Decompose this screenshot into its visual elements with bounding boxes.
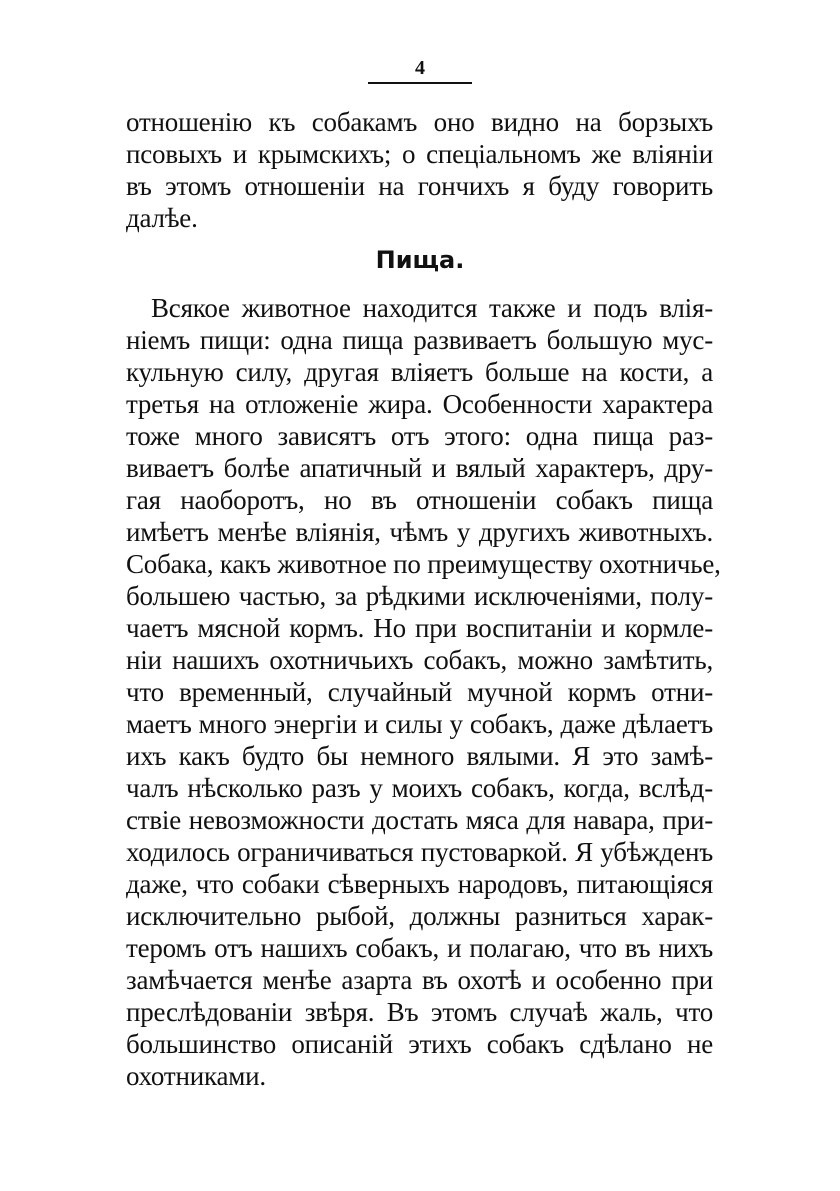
text-line: третья на отложеніе жира. Особенности характера bbox=[126, 389, 713, 419]
text-line: большинство описаній этихъ собакъ сдѣлано не bbox=[126, 1029, 713, 1059]
text-line: чалъ нѣсколько разъ у моихъ собакъ, когда, вслѣд- bbox=[126, 773, 713, 803]
text-line: исключительно рыбой, должны разниться харак- bbox=[126, 901, 713, 931]
text-line: ходилось ограничиваться пустоваркой. Я убѣжденъ bbox=[126, 837, 713, 867]
text-line: замѣчается менѣе азарта въ охотѣ и особенно при bbox=[126, 965, 713, 995]
text-line: маетъ много энергіи и силы у собакъ, даже дѣлаетъ bbox=[126, 709, 713, 739]
text-line: ствіе невозможности достать мяса для навара, при- bbox=[126, 805, 713, 835]
text-line: большею частью, за рѣдкими исключеніями, полу- bbox=[126, 581, 713, 611]
text-line: гая наоборотъ, но въ отношеніи собакъ пища bbox=[126, 485, 713, 515]
page-number-rule bbox=[368, 82, 472, 84]
text-line: ихъ какъ будто бы немного вялыми. Я это замѣ- bbox=[126, 741, 713, 771]
text-line: теромъ отъ нашихъ собакъ, и полагаю, что въ нихъ bbox=[126, 933, 713, 963]
page-number: 4 bbox=[415, 57, 425, 79]
text-line: чаетъ мясной кормъ. Но при воспитаніи и кормле- bbox=[126, 613, 713, 643]
text-line: тоже много зависятъ отъ этого: одна пища раз- bbox=[126, 421, 713, 451]
text-line: охотниками. bbox=[126, 1061, 266, 1091]
text-line: Всякое животное находится также и подъ влія- bbox=[151, 293, 713, 323]
text-line: имѣетъ менѣе вліянія, чѣмъ у другихъ животныхъ. bbox=[126, 517, 713, 547]
section-heading: Пища. bbox=[375, 246, 465, 274]
text-line: даже, что собаки сѣверныхъ народовъ, питающіяся bbox=[126, 869, 713, 899]
text-line: псовыхъ и крымскихъ; о спеціальномъ же вліяніи bbox=[126, 139, 713, 169]
text-line: ніемъ пищи: одна пища развиваетъ большую мус- bbox=[126, 325, 713, 355]
text-line: виваетъ болѣе апатичный и вялый характеръ, дру- bbox=[126, 453, 713, 483]
text-line: Собака, какъ животное по преимуществу охотничье, bbox=[126, 549, 721, 579]
text-line: что временный, случайный мучной кормъ отни- bbox=[126, 677, 713, 707]
text-line: ніи нашихъ охотничьихъ собакъ, можно замѣтить, bbox=[126, 645, 713, 675]
text-line: кульную силу, другая вліяетъ больше на кости, а bbox=[126, 357, 713, 387]
text-line: въ этомъ отношеніи на гончихъ я буду говорить bbox=[126, 171, 713, 201]
text-line: отношенію къ собакамъ оно видно на борзыхъ bbox=[126, 107, 713, 137]
text-line: далѣе. bbox=[126, 203, 198, 233]
text-line: преслѣдованіи звѣря. Въ этомъ случаѣ жаль, что bbox=[126, 997, 713, 1027]
